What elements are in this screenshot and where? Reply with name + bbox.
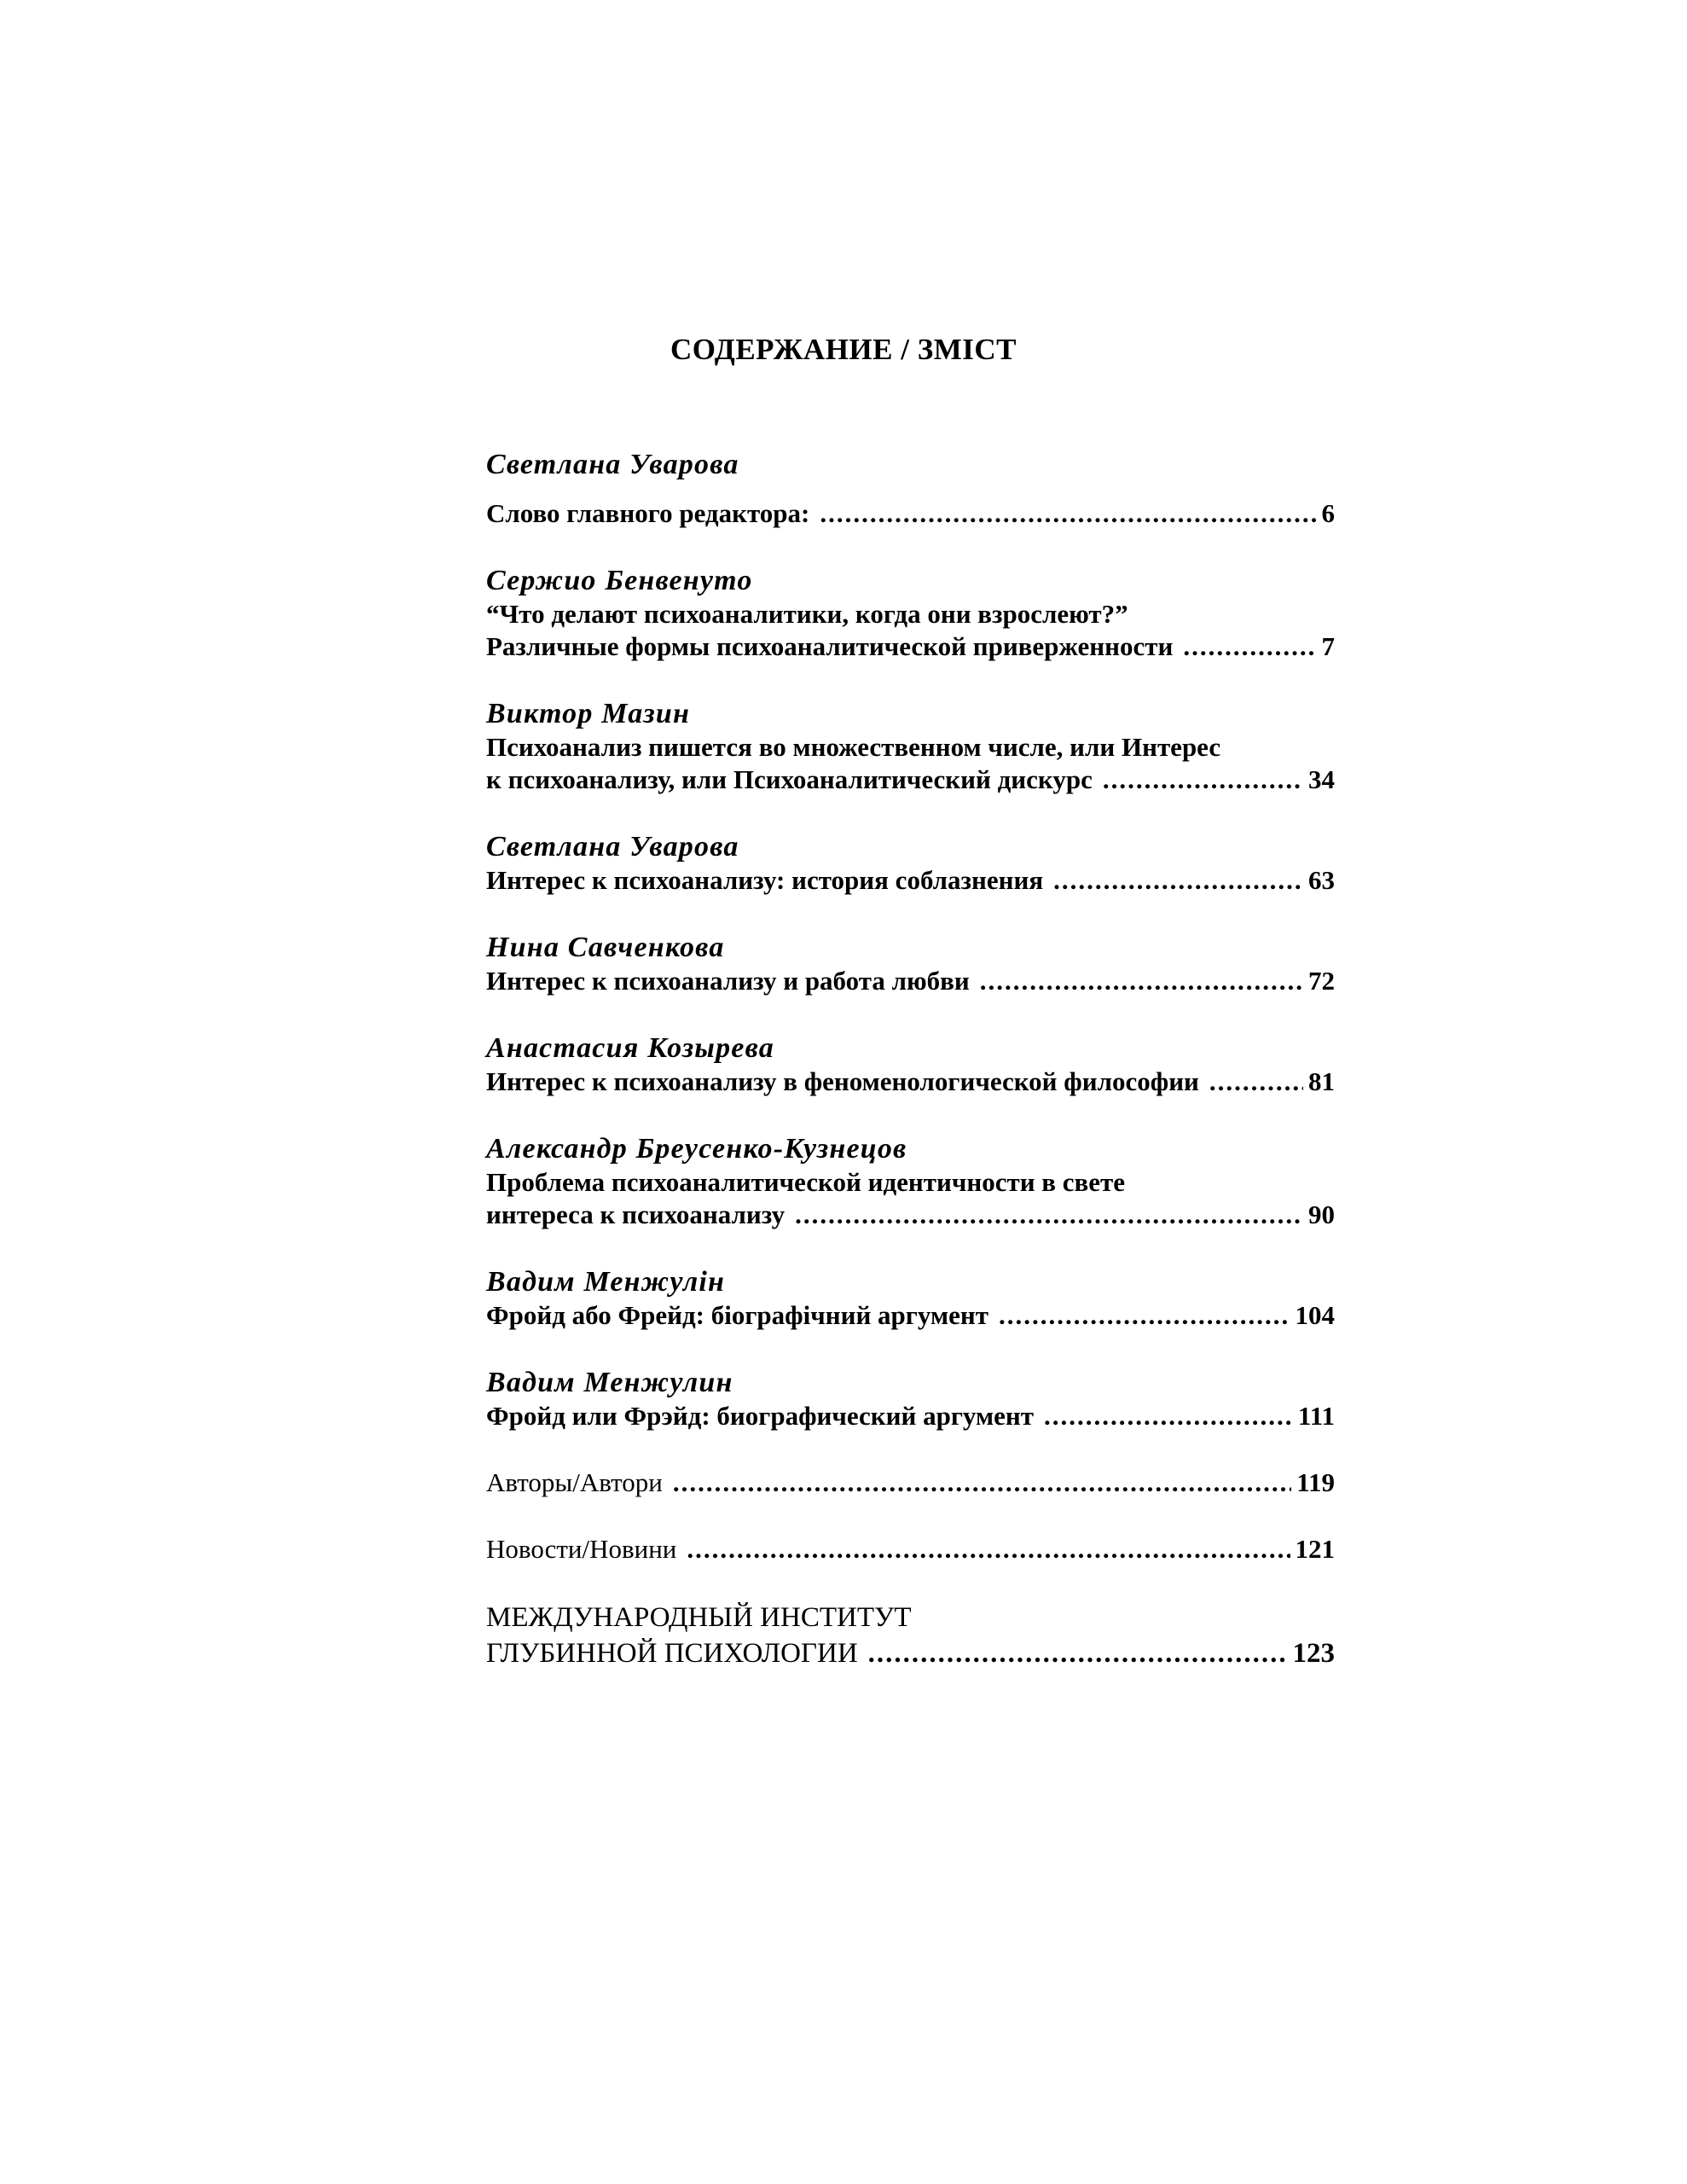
toc-entry-institute	[486, 1600, 1335, 1671]
toc-title-line[interactable]	[486, 1533, 1335, 1565]
toc-title-line: МЕЖДУНАРОДНЫЙ ИНСТИТУТ	[486, 1602, 912, 1633]
toc-entry	[486, 697, 1335, 796]
toc-author: Виктор Мазин	[486, 698, 691, 729]
toc-title: Интерес к психоанализу в феноменологической философии	[486, 1066, 1199, 1096]
toc-title: Новости/Новини	[486, 1534, 677, 1564]
dot-leader	[1183, 630, 1316, 663]
page-number: 90	[1308, 1199, 1335, 1229]
toc-entry	[486, 1031, 1335, 1098]
toc-author: Сержио Бенвенуто	[486, 565, 753, 596]
page-number: 119	[1296, 1467, 1335, 1497]
toc-author: Вадим Менжулин	[486, 1367, 733, 1398]
toc-title-line: Проблема психоаналитической идентичности в свете	[486, 1167, 1126, 1197]
toc-author: Светлана Уварова	[486, 449, 739, 480]
toc-author: Нина Савченкова	[486, 932, 725, 963]
toc-entry	[486, 830, 1335, 897]
toc-entry	[486, 1265, 1335, 1332]
page-number: 123	[1292, 1638, 1335, 1669]
toc-title: интереса к психоанализу	[486, 1199, 786, 1229]
page-title: СОДЕРЖАНИЕ / ЗМІСТ	[670, 333, 1017, 366]
dot-leader	[673, 1467, 1291, 1499]
toc-title: ГЛУБИННОЙ ПСИХОЛОГИИ	[486, 1638, 858, 1669]
toc-title-line: Психоанализ пишется во множественном числе, или Интерес	[486, 732, 1221, 762]
toc-author: Светлана Уварова	[486, 831, 739, 863]
page-number: 81	[1308, 1066, 1335, 1096]
toc-title: Интерес к психоанализу и работа любви	[486, 966, 970, 996]
toc-title: Фройд или Фрэйд: биографический аргумент	[486, 1401, 1034, 1431]
page-number: 6	[1321, 498, 1335, 528]
toc-author: Анастасия Козырева	[486, 1032, 774, 1064]
toc-entry	[486, 448, 1335, 530]
dot-leader	[980, 965, 1303, 997]
dot-leader	[795, 1199, 1303, 1231]
toc-author: Вадим Менжулiн	[486, 1266, 726, 1298]
toc-title-line[interactable]	[486, 1199, 1335, 1231]
toc-title: Интерес к психоанализу: история соблазнения	[486, 865, 1044, 895]
toc-entry	[486, 564, 1335, 663]
toc-entry-authors	[486, 1467, 1335, 1499]
toc-title-line[interactable]	[486, 630, 1335, 663]
page-number: 104	[1295, 1300, 1335, 1330]
page-number: 111	[1297, 1401, 1335, 1431]
toc-title-line[interactable]	[486, 1467, 1335, 1499]
toc-entry	[486, 1132, 1335, 1231]
toc-title-line[interactable]	[486, 965, 1335, 997]
toc-title-line[interactable]	[486, 764, 1335, 796]
page-number: 34	[1308, 764, 1335, 794]
toc-title-line[interactable]	[486, 1635, 1335, 1671]
page-number: 7	[1321, 631, 1335, 661]
toc-entry	[486, 1366, 1335, 1432]
dot-leader	[1044, 1400, 1293, 1432]
page-number: 63	[1308, 865, 1335, 895]
toc-title: Слово главного редактора:	[486, 498, 810, 528]
dot-leader	[687, 1533, 1290, 1565]
toc-title-line[interactable]	[486, 1400, 1335, 1432]
toc-title-line[interactable]	[486, 497, 1335, 530]
toc-title: Авторы/Автори	[486, 1467, 663, 1497]
toc-entry-news	[486, 1533, 1335, 1565]
table-of-contents	[486, 448, 1335, 1705]
page-number: 72	[1308, 966, 1335, 996]
dot-leader	[820, 497, 1316, 530]
dot-leader	[1053, 864, 1303, 897]
toc-title-line[interactable]	[486, 864, 1335, 897]
toc-title-line: “Что делают психоаналитики, когда они взрослеют?”	[486, 599, 1128, 629]
toc-entry	[486, 931, 1335, 997]
toc-title-line[interactable]	[486, 1066, 1335, 1098]
toc-title: Различные формы психоаналитической приверженности	[486, 631, 1174, 661]
page-number: 121	[1295, 1534, 1335, 1564]
dot-leader	[999, 1299, 1290, 1332]
toc-title-line[interactable]	[486, 1299, 1335, 1332]
toc-title: к психоанализу, или Психоаналитический дискурс	[486, 764, 1093, 794]
toc-title: Фройд або Фрейд: біографічний аргумент	[486, 1300, 988, 1330]
dot-leader	[868, 1635, 1288, 1671]
dot-leader	[1103, 764, 1303, 796]
toc-author: Александр Бреусенко-Кузнецов	[486, 1133, 907, 1165]
dot-leader	[1209, 1066, 1303, 1098]
